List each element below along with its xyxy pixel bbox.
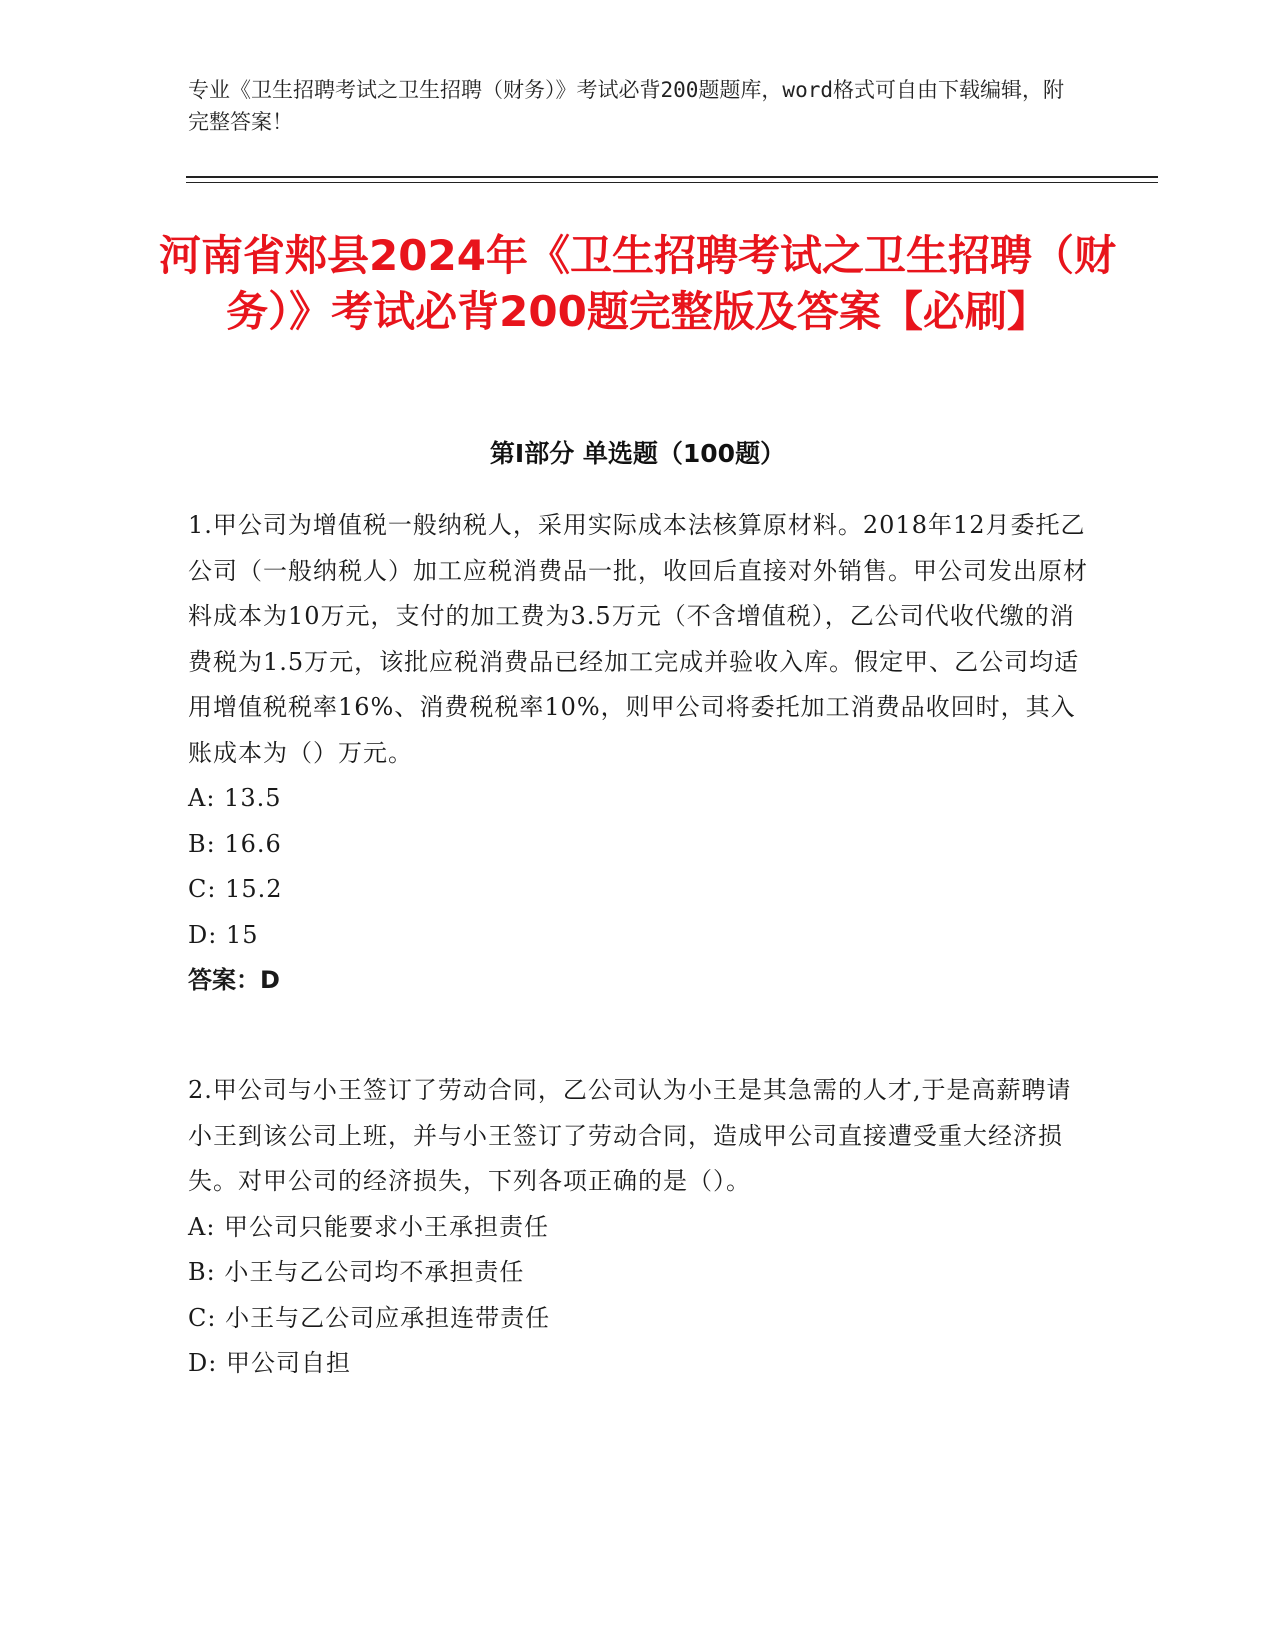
option-a: A: 甲公司只能要求小王承担责任: [188, 1212, 550, 1241]
question-text: 1.甲公司为增值税一般纳税人，采用实际成本法核算原材料。2018年12月委托乙公司（一般纳税人）加工应税消费品一批，收回后直接对外销售。甲公司发出原材料成本为10万元，支付的加工费为3.5万元（不含增值税），乙公司代收代缴的消费税为1.5万元，该批应税消费品已经加工完成并验收入库。假定甲、乙公司均适用增值税税率16%、消费税税率10%，则甲公司将委托加工消费品收回时，其入账成本为（）万元。: [188, 511, 1088, 767]
option-d: D: 甲公司自担: [188, 1349, 351, 1377]
option-b: B: 16.6: [188, 829, 282, 858]
option-c: C: 小王与乙公司应承担连带责任: [188, 1303, 551, 1332]
section-title: 第I部分 单选题（100题）: [489, 439, 786, 468]
header-note: 专业《卫生招聘考试之卫生招聘（财务）》考试必背200题题库，word格式可自由下载编辑，附完整答案！: [188, 78, 1064, 134]
header-divider: [186, 176, 1158, 178]
question-text: 2.甲公司与小王签订了劳动合同，乙公司认为小王是其急需的人才,于是高薪聘请小王到该公司上班，并与小王签订了劳动合同，造成甲公司直接遭受重大经济损失。对甲公司的经济损失，下列各项正确的是（）。: [188, 1076, 1072, 1195]
option-c: C: 15.2: [188, 875, 283, 903]
question-2: [188, 1068, 1088, 1387]
option-a: A: 13.5: [188, 784, 282, 812]
header-divider-thin: [186, 182, 1158, 183]
document-title: 河南省郏县2024年《卫生招聘考试之卫生招聘（财务）》考试必背200题完整版及答案【必刷】: [159, 231, 1116, 336]
option-d: D: 15: [188, 920, 259, 949]
question-1: [188, 503, 1088, 1004]
answer-text: 答案：D: [188, 966, 280, 994]
option-b: B: 小王与乙公司均不承担责任: [188, 1258, 525, 1286]
